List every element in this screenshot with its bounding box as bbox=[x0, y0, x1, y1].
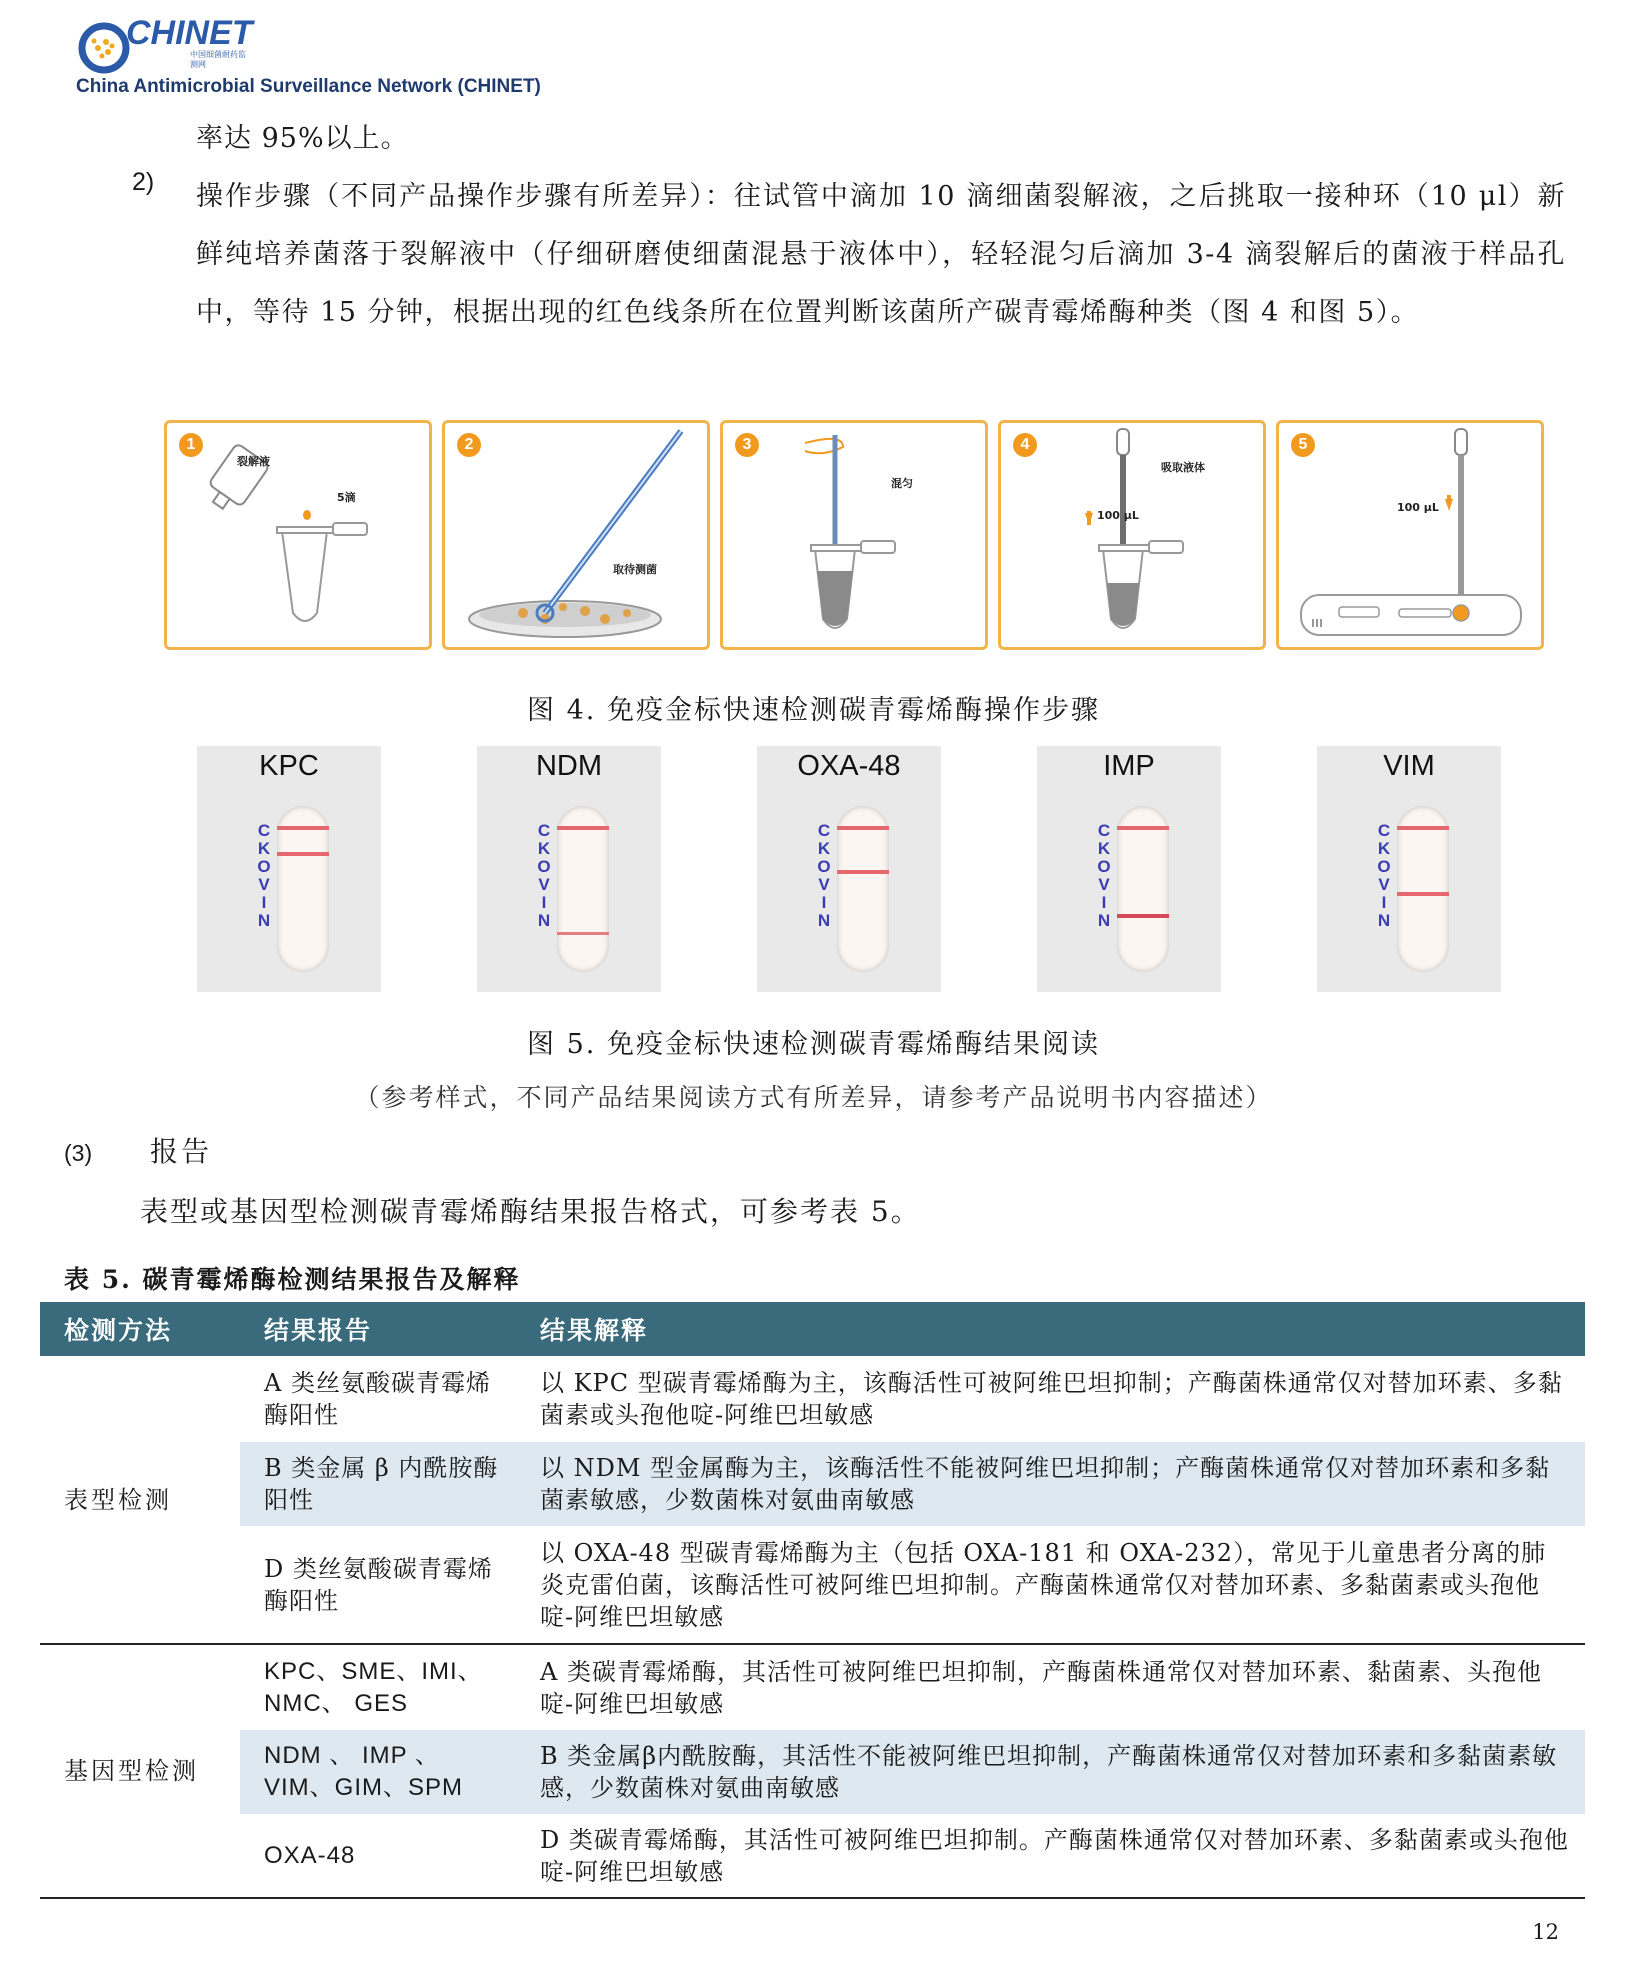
report-cell: NDM 、 IMP 、VIM、GIM、SPM bbox=[240, 1730, 516, 1814]
strip-brand-text: CKOVIN bbox=[1097, 821, 1111, 930]
explain-cell: 以 KPC 型碳青霉烯酶为主，该酶活性可被阿维巴坦抑制；产酶菌株通常仅对替加环素、多黏菌素或头孢他啶-阿维巴坦敏感 bbox=[540, 1369, 1563, 1429]
page-number: 12 bbox=[1532, 1920, 1559, 1944]
test-line bbox=[557, 932, 609, 935]
test-strip-kpc bbox=[197, 746, 381, 992]
table-row bbox=[40, 1526, 1585, 1644]
section-text: 表型或基因型检测碳青霉烯酶结果报告格式，可参考表 5。 bbox=[140, 1195, 921, 1228]
table-row bbox=[40, 1442, 1585, 1526]
control-line bbox=[557, 826, 609, 830]
test-strip-ndm bbox=[477, 746, 661, 992]
section-number: (3) bbox=[64, 1140, 93, 1166]
figure4-panel-3 bbox=[720, 420, 988, 650]
step-badge: 1 bbox=[179, 433, 203, 457]
report-cell: D 类丝氨酸碳青霉烯酶阳性 bbox=[240, 1526, 516, 1644]
result-window bbox=[1397, 806, 1449, 972]
explain-cell: A 类碳青霉烯酶，其活性可被阿维巴坦抑制，产酶菌株通常仅对替加环素、黏菌素、头孢他啶-阿维巴坦敏感 bbox=[540, 1657, 1542, 1718]
result-window bbox=[277, 806, 329, 972]
report-cell: KPC、SME、IMI、NMC、 GES bbox=[264, 1657, 483, 1717]
figure4-panel-5 bbox=[1276, 420, 1544, 650]
table-header-row bbox=[40, 1302, 1585, 1356]
control-line bbox=[277, 826, 329, 830]
panel-label: 裂解液 bbox=[237, 455, 270, 468]
strip-brand-text: CKOVIN bbox=[257, 821, 271, 930]
table-title: 表 5. 碳青霉烯酶检测结果报告及解释 bbox=[64, 1265, 521, 1294]
panel-label: 100 μL bbox=[1097, 509, 1139, 522]
result-window bbox=[557, 806, 609, 972]
panel-label: 混匀 bbox=[891, 477, 913, 490]
explain-cell: 以 NDM 型金属酶为主，该酶活性不能被阿维巴坦抑制；产酶菌株通常仅对替加环素和多黏菌素敏感，少数菌株对氨曲南敏感 bbox=[516, 1442, 1585, 1526]
step-badge: 3 bbox=[735, 433, 759, 457]
test-line bbox=[1117, 914, 1169, 918]
strip-label: NDM bbox=[535, 750, 603, 782]
strip-label: IMP bbox=[1103, 750, 1155, 782]
section-title: 报告 bbox=[150, 1135, 213, 1168]
step-number: 2) bbox=[132, 168, 155, 196]
figure4-caption: 图 4. 免疫金标快速检测碳青霉烯酶操作步骤 bbox=[527, 695, 1100, 726]
strip-brand-text: CKOVIN bbox=[537, 821, 551, 930]
report-cell: B 类金属 β 内酰胺酶阳性 bbox=[240, 1442, 516, 1526]
test-line bbox=[277, 852, 329, 856]
strip-label: VIM bbox=[1383, 750, 1435, 782]
strip-label: KPC bbox=[259, 750, 319, 782]
logo-text: CHINET bbox=[126, 14, 253, 52]
network-name: China Antimicrobial Surveillance Network (CHINET) bbox=[76, 76, 541, 97]
panel-label: 吸取液体 bbox=[1161, 461, 1205, 474]
test-line bbox=[1397, 892, 1449, 896]
control-line bbox=[1117, 826, 1169, 830]
table-row bbox=[40, 1730, 1585, 1814]
figure5-note: （参考样式，不同产品结果阅读方式有所差异，请参考产品说明书内容描述） bbox=[354, 1083, 1273, 1112]
control-line bbox=[837, 826, 889, 830]
figure4-panel-4 bbox=[998, 420, 1266, 650]
strip-brand-text: CKOVIN bbox=[817, 821, 831, 930]
logo-subtitle: 中国细菌耐药监测网 bbox=[190, 50, 246, 69]
strip-brand-text: CKOVIN bbox=[1377, 821, 1391, 930]
control-line bbox=[1397, 826, 1449, 830]
result-table bbox=[40, 1302, 1585, 1899]
category-cell: 表型检测 bbox=[40, 1356, 240, 1644]
test-strip-imp bbox=[1037, 746, 1221, 992]
explain-cell: 以 OXA-48 型碳青霉烯酶为主（包括 OXA-181 和 OXA-232），常见于儿童患者分离的肺炎克雷伯菌，该酶活性可被阿维巴坦抑制。产酶菌株通常仅对替加环素、多黏菌素或头孢他啶-阿维巴坦敏感 bbox=[516, 1526, 1585, 1644]
chinet-logo bbox=[72, 14, 322, 84]
header-explain: 结果解释 bbox=[516, 1302, 1585, 1356]
explain-cell: B 类金属β内酰胺酶，其活性不能被阿维巴坦抑制，产酶菌株通常仅对替加环素和多黏菌素敏感，少数菌株对氨曲南敏感 bbox=[516, 1730, 1585, 1814]
test-line bbox=[837, 870, 889, 874]
step-badge: 2 bbox=[457, 433, 481, 457]
paragraph-continuation: 率达 95%以上。 bbox=[196, 123, 409, 154]
panel-label: 5滴 bbox=[337, 491, 356, 504]
table-row bbox=[40, 1356, 1585, 1442]
strip-label: OXA-48 bbox=[797, 750, 901, 782]
table-row bbox=[40, 1644, 1585, 1730]
figure4-panel-2 bbox=[442, 420, 710, 650]
result-window bbox=[1117, 806, 1169, 972]
step-badge: 5 bbox=[1291, 433, 1315, 457]
category-cell: 基因型检测 bbox=[40, 1644, 240, 1898]
panel-label: 100 μL bbox=[1397, 501, 1439, 514]
test-strip-oxa48 bbox=[757, 746, 941, 992]
figure4-panel-1 bbox=[164, 420, 432, 650]
result-window bbox=[837, 806, 889, 972]
header-report: 结果报告 bbox=[240, 1302, 516, 1356]
test-strip-vim bbox=[1317, 746, 1501, 992]
table-row bbox=[40, 1814, 1585, 1898]
report-cell: OXA-48 bbox=[240, 1814, 516, 1898]
header-method: 检测方法 bbox=[40, 1302, 240, 1356]
step-badge: 4 bbox=[1013, 433, 1037, 457]
step-text: 操作步骤（不同产品操作步骤有所差异）：往试管中滴加 10 滴细菌裂解液，之后挑取一接种环（10 μl）新鲜纯培养菌落于裂解液中（仔细研磨使细菌混悬于液体中），轻轻混匀后滴加 3-4 滴裂解后的菌液于样品孔中，等待 15 分钟，根据出现的红色线条所在位置判断该菌所产碳青霉烯酶种类（图 4 和图 5）。 bbox=[196, 181, 1566, 328]
panel-label: 取待测菌 bbox=[613, 563, 657, 576]
report-cell: A 类丝氨酸碳青霉烯酶阳性 bbox=[264, 1369, 491, 1429]
figure5-caption: 图 5. 免疫金标快速检测碳青霉烯酶结果阅读 bbox=[527, 1029, 1100, 1060]
explain-cell: D 类碳青霉烯酶，其活性可被阿维巴坦抑制。产酶菌株通常仅对替加环素、多黏菌素或头孢他啶-阿维巴坦敏感 bbox=[516, 1814, 1585, 1898]
